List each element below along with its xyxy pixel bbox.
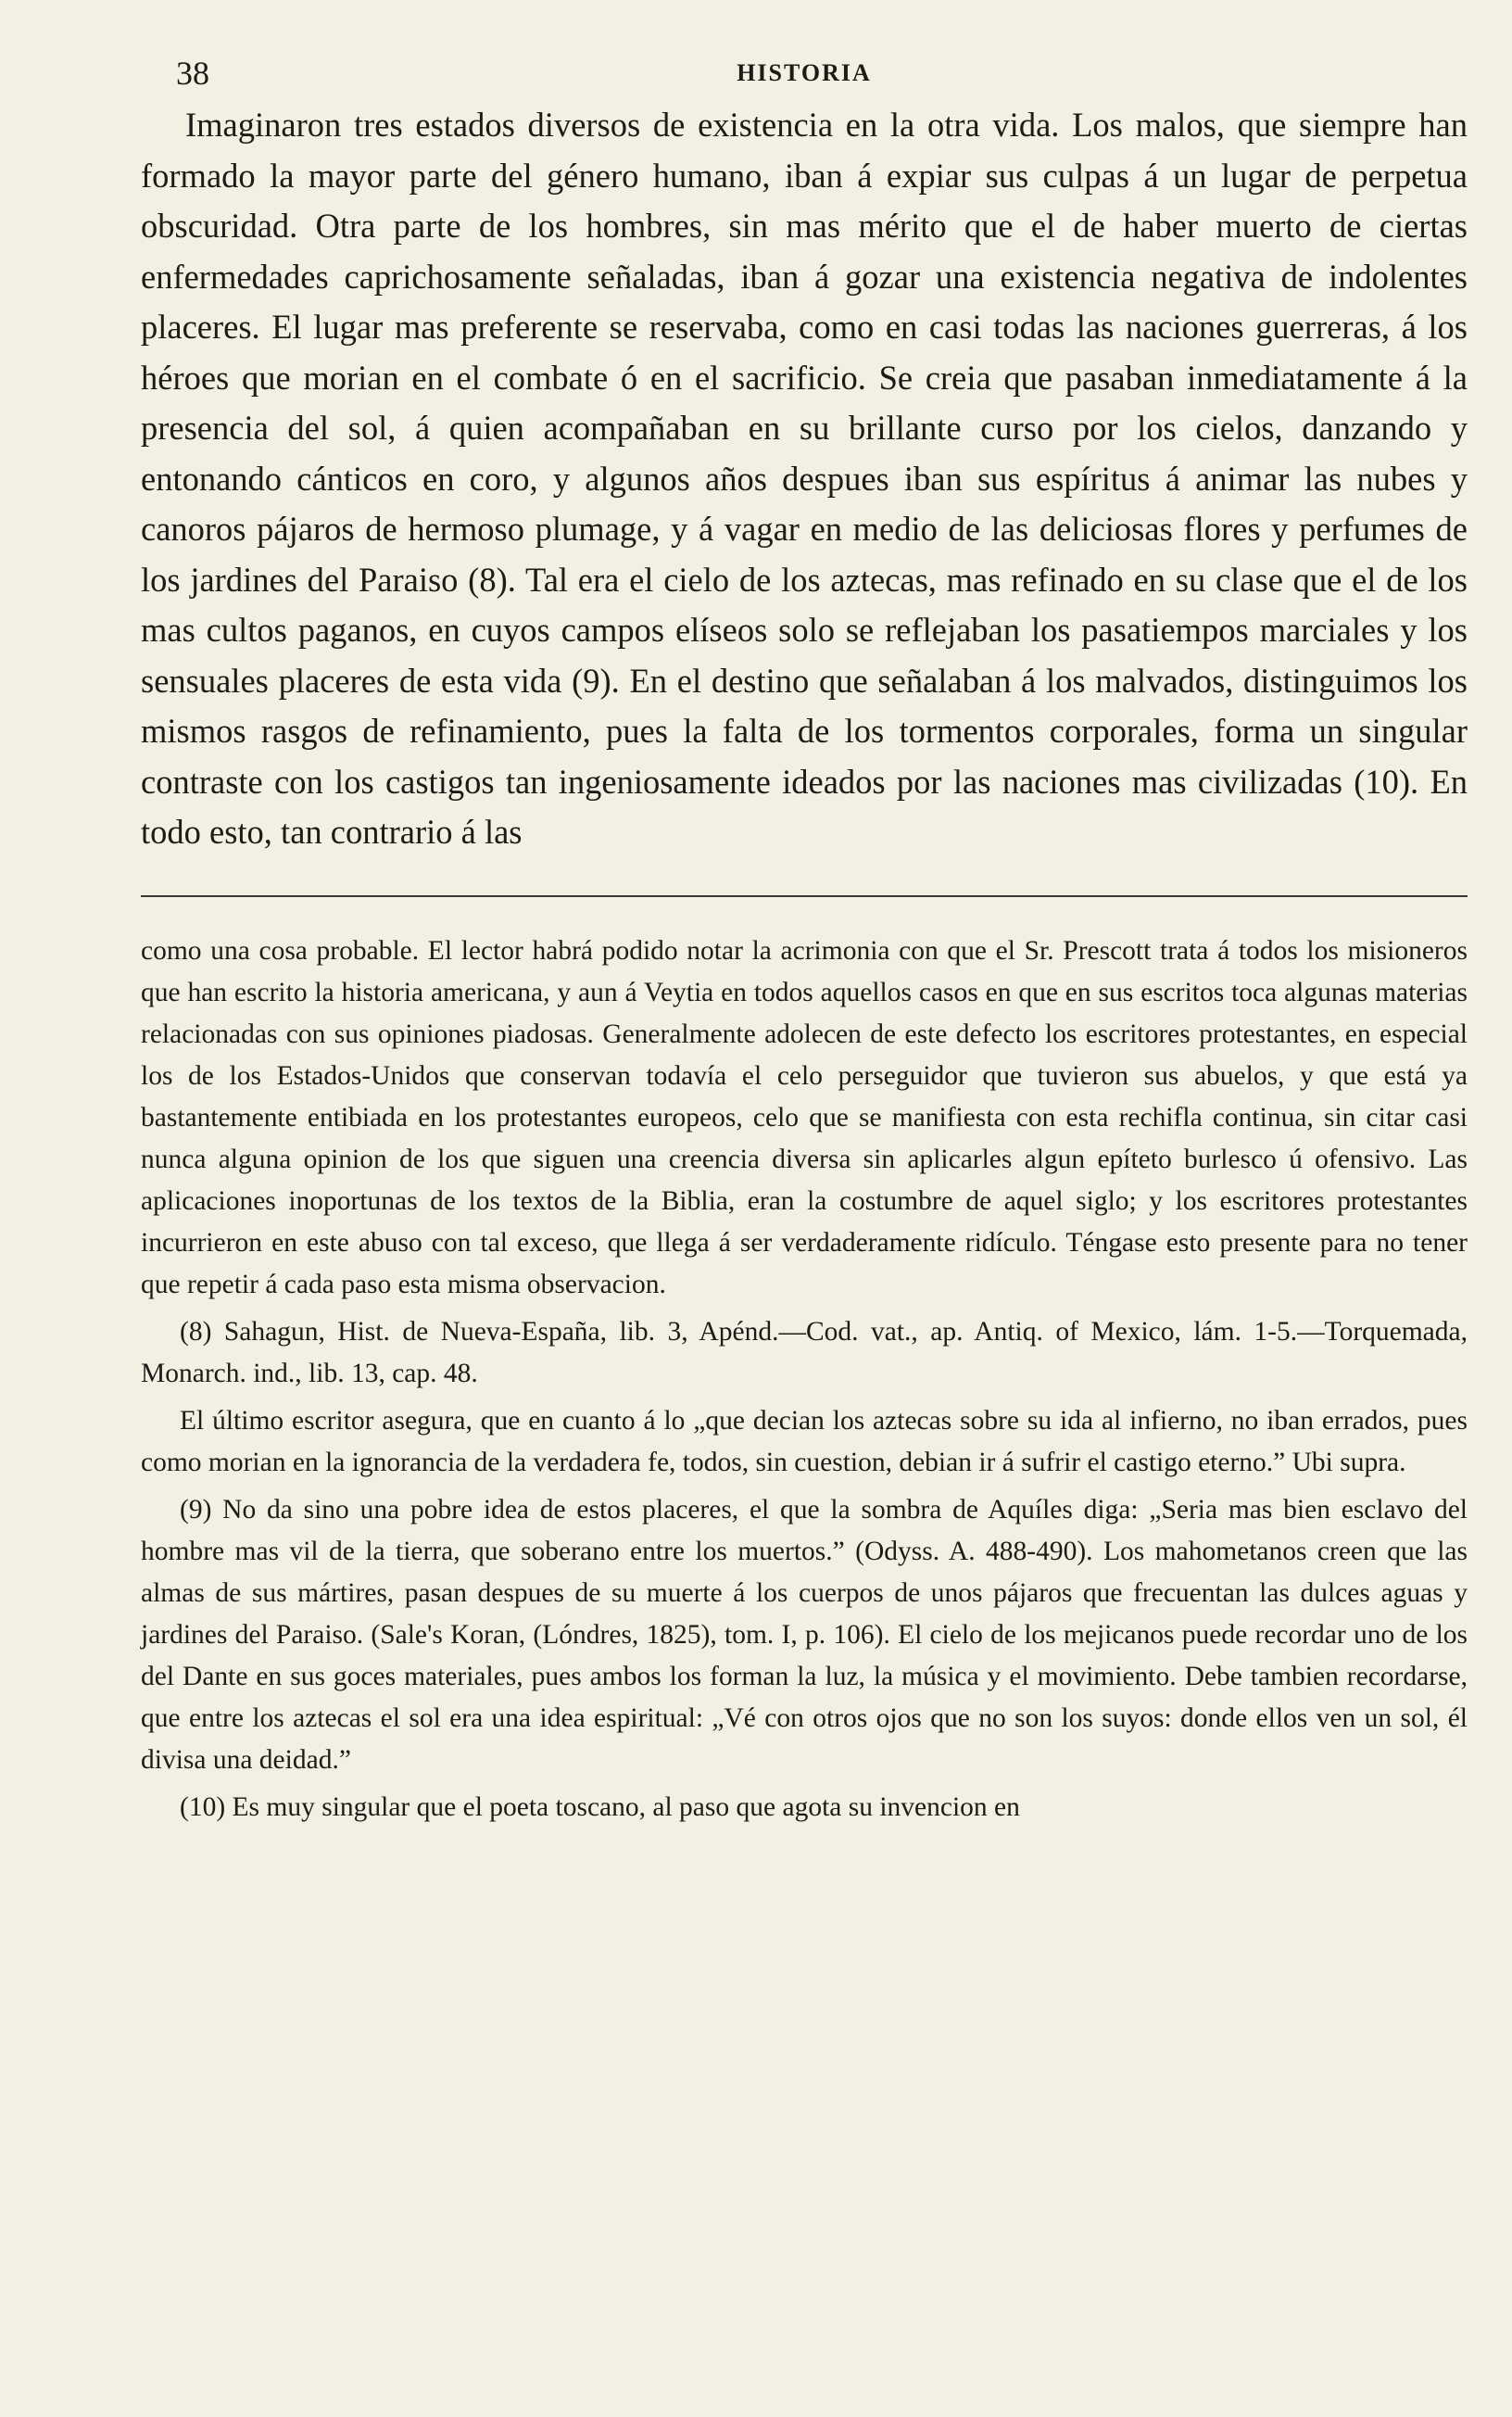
page-number: 38 (176, 55, 209, 92)
footnote-8: (8) Sahagun, Hist. de Nueva-España, lib. 3, Apénd.—Cod. vat., ap. Antiq. of Mexico, lám. 1-5.—Torquemada, Monarch. ind., lib. 13, cap. 48. (141, 1316, 1468, 1388)
footnote-divider (141, 895, 1468, 897)
body-paragraph: Imaginaron tres estados diversos de existencia en la otra vida. Los malos, que siempre han formado la mayor parte del género humano, iban á expiar sus culpas á un lugar de perpetua obscuridad. Otra parte de los hombres, sin mas mérito que el de haber muerto de ciertas enfermedades caprichosamente señaladas, iban á gozar una existencia negativa de indolentes placeres. El lugar mas preferente se reservaba, como en casi todas las naciones guerreras, á los héroes que morian en el combate ó en el sacrificio. Se creia que pasaban inmediatamente á la presencia del sol, á quien acompañaban en su brillante curso por los cielos, danzando y entonando cánticos en coro, y algunos años despues iban sus espíritus á animar las nubes y canoros pájaros de hermoso plumage, y á vagar en medio de las deliciosas flores y perfumes de los jardines del Paraiso (8). Tal era el cielo de los aztecas, mas refinado en su clase que el de los mas cultos paganos, en cuyos campos elíseos solo se reflejaban los pasatiempos marciales y los sensuales placeres de esta vida (9). En el destino que señalaban á los malvados, distinguimos los mismos rasgos de refinamiento, pues la falta de los tormentos corporales, forma un singular contraste con los castigos tan ingeniosamente ideados por las naciones mas civilizadas (10). En todo esto, tan contrario á las (141, 106, 1468, 851)
footnote-8-continued: El último escritor asegura, que en cuanto á lo „que decian los aztecas sobre su ida al infierno, no iban errados, pues como morian en la ignorancia de la verdadera fe, todos, sin cuestion, debian ir á sufrir el castigo eterno.” Ubi supra. (141, 1405, 1468, 1477)
footnote-9: (9) No da sino una pobre idea de estos placeres, el que la sombra de Aquíles diga: „Seria mas bien esclavo del hombre mas vil de la tierra, que soberano entre los muertos.” (Odyss. A. 488-490). Los mahometanos creen que las almas de sus mártires, pasan despues de su muerte á los cuerpos de unos pájaros que frecuentan las dulces aguas y jardines del Paraiso. (Sale's Koran, (Lóndres, 1825), tom. I, p. 106). El cielo de los mejicanos puede recordar uno de los del Dante en sus goces materiales, pues ambos los forman la luz, la música y el movimiento. Debe tambien recordarse, que entre los aztecas el sol era una idea espiritual: „Vé con otros ojos que no son los suyos: donde ellos ven un sol, él divisa una deidad.” (141, 1494, 1468, 1775)
running-head: HISTORIA (737, 59, 872, 86)
footnotes (141, 930, 1468, 1829)
footnote-10: (10) Es muy singular que el poeta toscano, al paso que agota su invencion en (180, 1791, 1020, 1822)
footnote-continuation: como una cosa probable. El lector habrá podido notar la acrimonia con que el Sr. Prescott trata á todos los misioneros que han escrito la historia americana, y aun á Veytia en todos aquellos casos en que en sus escritos toca algunas materias relacionadas con sus opiniones piadosas. Generalmente adolecen de este defecto los escritores protestantes, en especial los de los Estados-Unidos que conservan todavía el celo perseguidor que tuvieron sus abuelos, y que está ya bastantemente entibiada en los protestantes europeos, celo que se manifiesta con esta rechifla continua, sin citar casi nunca alguna opinion de los que siguen una creencia diversa sin aplicarles algun epíteto burlesco ú ofensivo. Las aplicaciones inoportunas de los textos de la Biblia, eran la costumbre de aquel siglo; y los escritores protestantes incurrieron en este abuso con tal exceso, que llega á ser verdaderamente ridículo. Téngase esto presente para no tener que repetir á cada paso esta misma observacion. (141, 935, 1468, 1299)
main-text (141, 100, 1468, 858)
page-header (141, 52, 1468, 96)
